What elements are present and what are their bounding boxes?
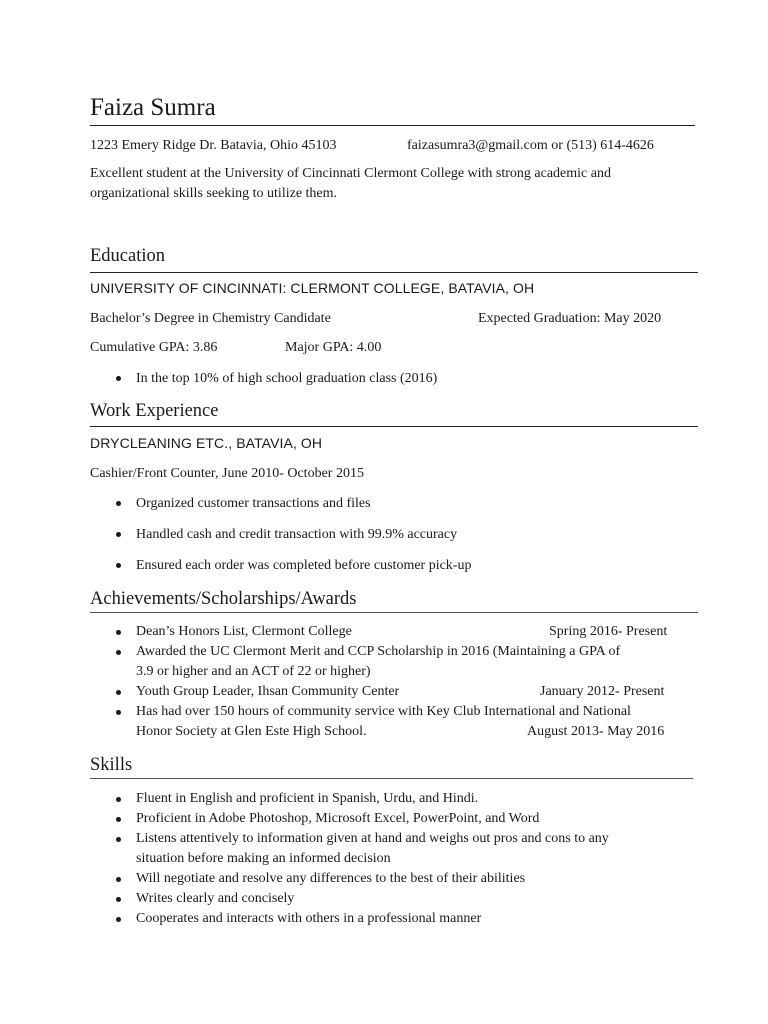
header-divider (90, 125, 695, 126)
bullet-icon (116, 501, 121, 506)
bullet-icon (116, 710, 121, 715)
bullet-icon (116, 630, 121, 635)
bullet-icon (116, 563, 121, 568)
skills-heading: Skills (90, 755, 133, 775)
work-bullet: Handled cash and credit transaction with 99.9% accuracy (136, 527, 458, 542)
bullet-icon (116, 877, 121, 882)
achievement-item: Awarded the UC Clermont Merit and CCP Scholarship in 2016 (Maintaining a GPA of (136, 644, 621, 659)
achievement-item: Youth Group Leader, Ihsan Community Center (136, 684, 400, 699)
education-bullet: In the top 10% of high school graduation class (2016) (136, 371, 438, 386)
bullet-icon (116, 837, 121, 842)
skill-item: Fluent in English and proficient in Spanish, Urdu, and Hindi. (136, 791, 479, 806)
contact-info: faizasumra3@gmail.com or (513) 614-4626 (407, 138, 654, 153)
work-bullet: Organized customer transactions and files (136, 496, 371, 511)
bullet-icon (116, 897, 121, 902)
address: 1223 Emery Ridge Dr. Batavia, Ohio 45103 (90, 138, 337, 153)
skill-item: Will negotiate and resolve any differences to the best of their abilities (136, 871, 526, 886)
achievement-date: Spring 2016- Present (549, 624, 668, 639)
work-heading: Work Experience (90, 401, 219, 421)
education-heading: Education (90, 246, 166, 266)
education-school: UNIVERSITY OF CINCINNATI: CLERMONT COLLEGE, BATAVIA, OH (90, 280, 535, 296)
bullet-icon (116, 917, 121, 922)
cumulative-gpa: Cumulative GPA: 3.86 (90, 340, 218, 355)
objective-line-1: Excellent student at the University of Cincinnati Clermont College with strong academic and (90, 166, 611, 181)
achievements-heading: Achievements/Scholarships/Awards (90, 589, 357, 609)
education-divider (90, 272, 698, 273)
achievement-date: August 2013- May 2016 (527, 724, 665, 739)
major-gpa: Major GPA: 4.00 (285, 340, 382, 355)
skill-item-cont: situation before making an informed decision (136, 851, 391, 866)
bullet-icon (116, 650, 121, 655)
achievements-divider (90, 612, 698, 613)
bullet-icon (116, 376, 121, 381)
work-bullet: Ensured each order was completed before customer pick-up (136, 558, 472, 573)
skill-item: Cooperates and interacts with others in a professional manner (136, 911, 482, 926)
bullet-icon (116, 817, 121, 822)
skills-divider (90, 778, 693, 779)
skill-item: Proficient in Adobe Photoshop, Microsoft Excel, PowerPoint, and Word (136, 811, 540, 826)
bullet-icon (116, 690, 121, 695)
bullet-icon (116, 797, 121, 802)
work-position: Cashier/Front Counter, June 2010- October 2015 (90, 466, 364, 481)
work-divider (90, 426, 698, 427)
achievement-item-cont: 3.9 or higher and an ACT of 22 or higher) (136, 664, 371, 679)
skill-item: Writes clearly and concisely (136, 891, 295, 906)
education-degree: Bachelor’s Degree in Chemistry Candidate (90, 311, 331, 326)
work-employer: DRYCLEANING ETC., BATAVIA, OH (90, 435, 323, 451)
resume-name: Faiza Sumra (90, 94, 216, 121)
achievement-item: Dean’s Honors List, Clermont College (136, 624, 352, 639)
education-graduation: Expected Graduation: May 2020 (478, 311, 662, 326)
achievement-date: January 2012- Present (540, 684, 665, 699)
achievement-item: Has had over 150 hours of community service with Key Club International and National (136, 704, 631, 719)
bullet-icon (116, 532, 121, 537)
objective-line-2: organizational skills seeking to utilize them. (90, 186, 338, 201)
skill-item: Listens attentively to information given at hand and weighs out pros and cons to any (136, 831, 609, 846)
achievement-item-cont: Honor Society at Glen Este High School. (136, 724, 367, 739)
